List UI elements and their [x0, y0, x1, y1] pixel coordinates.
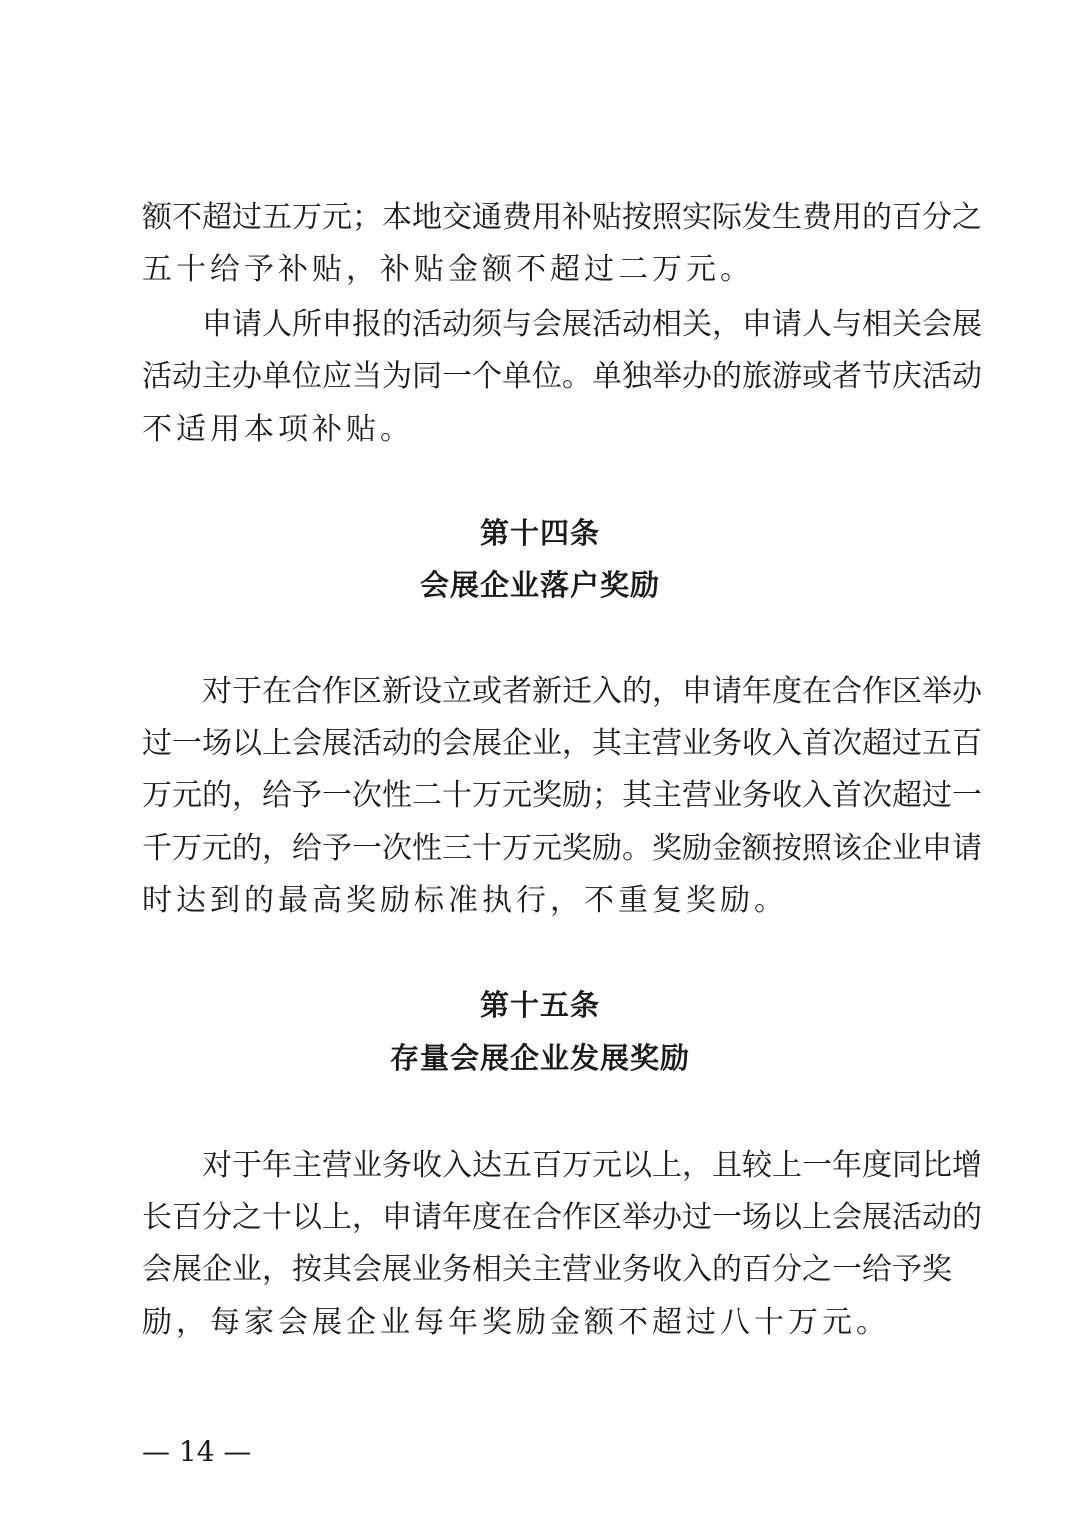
paragraph-line: 活动主办单位应当为同一个单位。单独举办的旅游或者节庆活动	[142, 359, 982, 394]
paragraph-line: 五十给予补贴，补贴金额不超过二万元。	[142, 252, 754, 287]
paragraph-line: 申请人所申报的活动须与会展活动相关，申请人与相关会展	[202, 307, 982, 342]
paragraph-line: 额不超过五万元；本地交通费用补贴按照实际发生费用的百分之	[142, 200, 982, 235]
page-number: — 14 —	[142, 1435, 252, 1468]
paragraph-line: 对于在合作区新设立或者新迁入的，申请年度在合作区举办	[202, 674, 982, 709]
article-number: 第十四条	[479, 516, 600, 550]
paragraph-line: 过一场以上会展活动的会展企业，其主营业务收入首次超过五百	[142, 726, 982, 761]
paragraph-line: 长百分之十以上，申请年度在合作区举办过一场以上会展活动的	[142, 1200, 982, 1235]
paragraph-line: 时达到的最高奖励标准执行，不重复奖励。	[142, 883, 788, 918]
paragraph-line: 千万元的，给予一次性三十万元奖励。奖励金额按照该企业申请	[142, 831, 982, 866]
paragraph-line: 会展企业，按其会展业务相关主营业务收入的百分之一给予奖	[142, 1252, 952, 1287]
article-number: 第十五条	[479, 988, 600, 1022]
article-title: 会展企业落户奖励	[419, 568, 660, 602]
article-title: 存量会展企业发展奖励	[389, 1041, 690, 1075]
paragraph-line: 万元的，给予一次性二十万元奖励；其主营业务收入首次超过一	[142, 778, 982, 813]
paragraph-line: 励，每家会展企业每年奖励金额不超过八十万元。	[142, 1305, 890, 1340]
paragraph-line: 不适用本项补贴。	[142, 412, 414, 447]
paragraph-line: 对于年主营业务收入达五百万元以上，且较上一年度同比增	[202, 1148, 982, 1183]
